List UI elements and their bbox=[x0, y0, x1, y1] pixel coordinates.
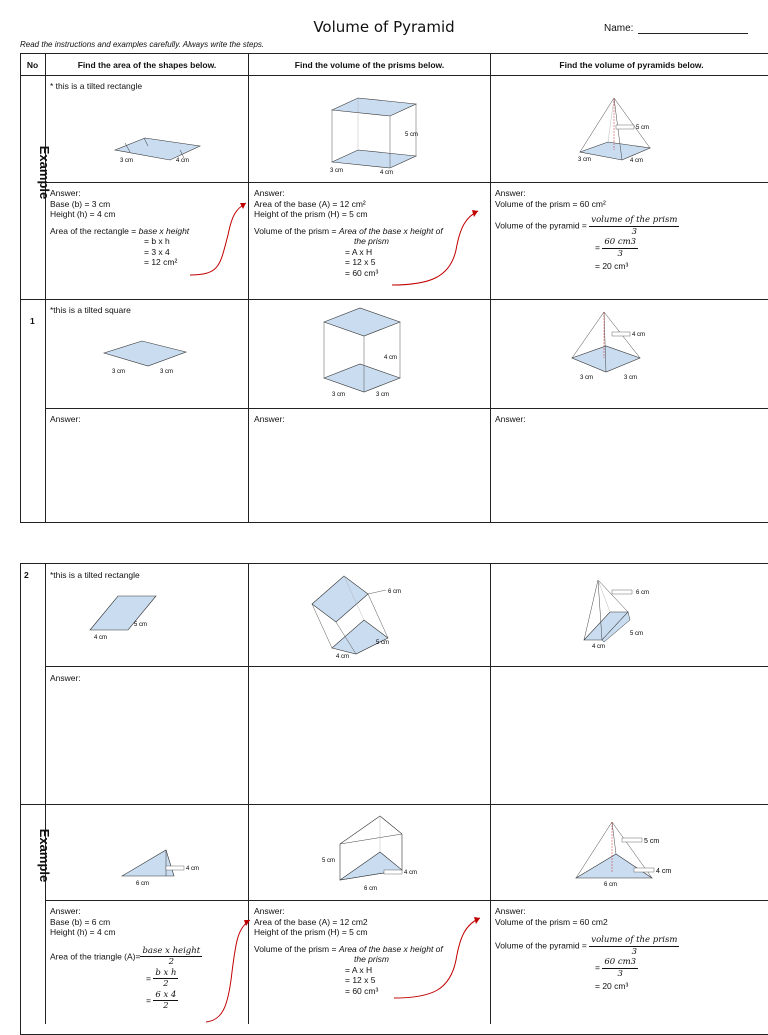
col-divider bbox=[45, 563, 46, 1024]
fig-label: 3 cm bbox=[332, 392, 346, 398]
fig-label: 4 cm bbox=[592, 644, 606, 650]
name-label: Name: bbox=[604, 23, 634, 34]
example-rectangle-figure bbox=[100, 130, 210, 170]
header-area: Find the area of the shapes below. bbox=[77, 60, 217, 70]
row1-pyramid-figure bbox=[568, 308, 678, 388]
fig-label: 6 cm bbox=[136, 881, 150, 887]
example-side-label: Example bbox=[37, 145, 53, 200]
example-prism-figure bbox=[320, 92, 430, 176]
row1-prism-answer[interactable]: Answer: bbox=[254, 414, 285, 424]
prism-top-face bbox=[312, 576, 368, 622]
tilted-rectangle-shape bbox=[115, 138, 200, 160]
example2-prism-figure bbox=[318, 810, 428, 894]
col-divider bbox=[248, 53, 249, 522]
arrow-to-pyramid bbox=[390, 205, 490, 295]
header-prisms: Find the volume of the prisms below. bbox=[294, 60, 445, 70]
fig-label: 4 cm bbox=[94, 635, 108, 641]
example2-pyramid-answer: Answer: Volume of the prism = 60 cm2 Volume of the pyramid = $\frac{\text{volume of the prism}}{3}$ = $\frac{60 cm3}{3}$ = 20 cm³ bbox=[495, 906, 678, 991]
example-prism-answer: Answer: Area of the base (A) = 12 cm² Height of the prism (H) = 5 cm Volume of the prism = Area of the base x height of the prism = A x H = 12 x 5 = 60 cm³ bbox=[254, 188, 443, 278]
row-divider bbox=[45, 408, 768, 409]
header-pyramids: Find the volume of pyramids below. bbox=[559, 60, 704, 70]
example2-prism-answer: Answer: Area of the base (A) = 12 cm2 Height of the prism (H) = 5 cm Volume of the prism = Area of the base x height of the prism = A x H = 12 x 5 = 60 cm³ bbox=[254, 906, 443, 996]
row2-prism-figure bbox=[310, 570, 410, 660]
row2-pyramid-figure bbox=[576, 576, 676, 652]
fig-label: 6 cm bbox=[636, 590, 650, 596]
prism-bottom-face bbox=[332, 150, 416, 168]
row1-note: *this is a tilted square bbox=[50, 305, 131, 315]
fig-label: 4 cm bbox=[384, 355, 398, 361]
row1-square-figure bbox=[100, 338, 200, 378]
row-divider bbox=[45, 900, 768, 901]
row1-pyramid-answer[interactable]: Answer: bbox=[495, 414, 526, 424]
arrow-to-prism bbox=[180, 195, 260, 285]
fig-label: 3 cm bbox=[120, 158, 134, 164]
fig-label: 4 cm bbox=[404, 870, 418, 876]
arrow-to-pyramid-2 bbox=[392, 910, 492, 1005]
fig-label: 3 cm bbox=[376, 392, 390, 398]
row-divider bbox=[45, 666, 768, 667]
pyramid-base bbox=[576, 854, 652, 878]
row-divider bbox=[20, 804, 768, 805]
header-no: No bbox=[26, 60, 39, 70]
example-pyramid-figure bbox=[572, 92, 682, 172]
prism-bottom-face bbox=[332, 620, 388, 654]
page-title: Volume of Pyramid bbox=[313, 18, 455, 36]
row-number: 2 bbox=[24, 570, 29, 580]
fig-label: 5 cm bbox=[405, 132, 419, 138]
fig-label: 5 cm bbox=[630, 631, 644, 637]
fig-label: 4 cm bbox=[656, 868, 672, 875]
fig-label: 6 cm bbox=[388, 589, 402, 595]
fig-label: 4 cm bbox=[632, 332, 646, 338]
row1-prism-figure bbox=[320, 306, 420, 400]
row2-note: *this is a tilted rectangle bbox=[50, 570, 140, 580]
prism-bottom-face bbox=[324, 364, 400, 392]
row-divider bbox=[45, 182, 768, 183]
fig-label: 3 cm bbox=[580, 375, 594, 381]
fig-label: 5 cm bbox=[322, 858, 336, 864]
row2-area-answer[interactable]: Answer: bbox=[50, 673, 81, 683]
fig-label: 5 cm bbox=[134, 622, 148, 628]
example-side-label: Example bbox=[37, 828, 53, 883]
fig-label: 6 cm bbox=[604, 882, 618, 888]
tilted-square-shape bbox=[104, 341, 186, 366]
prism-top-face bbox=[332, 98, 416, 116]
example2-triangle-figure bbox=[120, 840, 220, 890]
col-divider bbox=[45, 53, 46, 522]
arrow-to-prism-2 bbox=[200, 912, 260, 1024]
fig-label: 4 cm bbox=[336, 654, 350, 660]
instructions: Read the instructions and examples carefully. Always write the steps. bbox=[20, 40, 265, 49]
row-divider bbox=[20, 75, 768, 76]
row-number: 1 bbox=[30, 316, 35, 326]
fig-label: 4 cm bbox=[380, 170, 394, 176]
fig-label: 3 cm bbox=[112, 369, 126, 375]
row2-parallelogram-figure bbox=[88, 592, 178, 640]
fig-label: 3 cm bbox=[160, 369, 174, 375]
fig-label: 4 cm bbox=[176, 158, 190, 164]
example-pyramid-answer: Answer: Volume of the prism = 60 cm² Volume of the pyramid = $\frac{\text{volume of the prism}}{3}$ = $\frac{60 cm3}{3}$ = 20 cm³ bbox=[495, 188, 678, 271]
row1-area-answer[interactable]: Answer: bbox=[50, 414, 81, 424]
fig-label: 5 cm bbox=[644, 838, 660, 845]
fig-label: 6 cm bbox=[364, 886, 378, 892]
fig-label: 3 cm bbox=[624, 375, 638, 381]
name-field[interactable] bbox=[638, 33, 748, 34]
prism-top-face bbox=[324, 308, 400, 336]
fig-label: 3 cm bbox=[330, 168, 344, 174]
example2-area-answer: Answer: Base (b) = 6 cm Height (h) = 4 cm Area of the triangle (A)= $\frac{\text{base x height}}{2}$ = $\frac{\text{b x h}}{2}$ = $\frac{6 x 4}{2}$ bbox=[50, 906, 201, 1011]
fig-label: 5 cm bbox=[636, 125, 650, 131]
fig-label: 3 cm bbox=[578, 157, 592, 163]
row-divider bbox=[20, 299, 768, 300]
example2-pyramid-figure bbox=[572, 816, 682, 890]
fig-label: 5 cm bbox=[376, 640, 390, 646]
fig-label: 4 cm bbox=[630, 158, 644, 164]
example-area-answer: Answer: Base (b) = 3 cm Height (h) = 4 cm Area of the rectangle = base x height = b x h = 3 x 4 = 12 cm² bbox=[50, 188, 190, 267]
fig-label: 4 cm bbox=[186, 866, 200, 872]
example-note: * this is a tilted rectangle bbox=[50, 81, 143, 91]
col-divider bbox=[490, 53, 491, 522]
